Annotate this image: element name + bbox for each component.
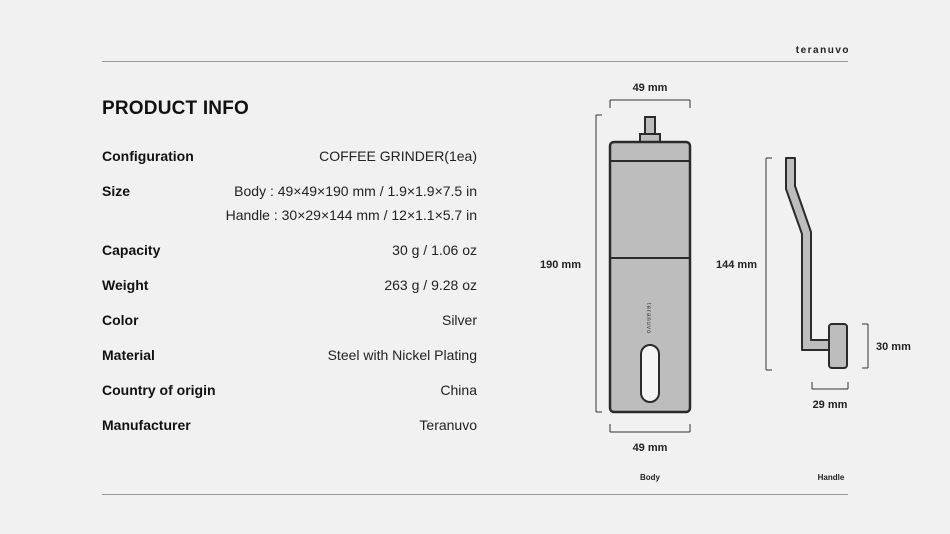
spec-label: Weight xyxy=(102,277,149,293)
spec-label: Color xyxy=(102,312,139,328)
spec-label: Manufacturer xyxy=(102,417,191,433)
spec-value-handle: Handle : 30×29×144 mm / 12×1.1×5.7 in xyxy=(225,207,477,223)
body-top-dimension xyxy=(610,100,690,108)
handle-height-dimension xyxy=(766,158,772,370)
spec-label: Size xyxy=(102,183,131,199)
spec-value: China xyxy=(440,382,477,398)
bottom-divider xyxy=(102,494,848,495)
knob-width-label: 29 mm xyxy=(812,399,848,411)
grinder-shaft xyxy=(645,117,655,135)
knob-height-label: 30 mm xyxy=(876,341,911,353)
grinder-body-logo: teranuvo xyxy=(645,303,651,335)
body-caption: Body xyxy=(640,473,660,482)
body-bottom-dimension xyxy=(610,424,690,432)
spec-label: Material xyxy=(102,347,155,363)
knob-height-dimension xyxy=(862,324,868,368)
spec-value: Steel with Nickel Plating xyxy=(327,347,477,363)
handle-arm xyxy=(786,158,829,350)
body-height-label: 190 mm xyxy=(540,259,581,271)
spec-value: Silver xyxy=(441,312,477,328)
spec-label: Configuration xyxy=(102,148,194,164)
brand-logo-text: teranuvo xyxy=(795,45,850,56)
knob-width-dimension xyxy=(812,382,848,389)
body-bottom-width-label: 49 mm xyxy=(632,442,668,454)
handle-knob xyxy=(829,324,847,368)
body-height-dimension xyxy=(596,115,602,412)
page-title: PRODUCT INFO xyxy=(102,98,250,119)
grinder-body-drawing xyxy=(610,117,690,412)
spec-label: Capacity xyxy=(102,242,161,258)
spec-value: COFFEE GRINDER(1ea) xyxy=(319,148,477,164)
handle-caption: Handle xyxy=(817,473,845,482)
spec-label: Country of origin xyxy=(102,382,216,398)
spec-value: Teranuvo xyxy=(419,417,477,433)
handle-height-label: 144 mm xyxy=(716,259,757,271)
spec-value: 30 g / 1.06 oz xyxy=(392,242,477,258)
handle-drawing xyxy=(786,158,847,368)
grinder-window xyxy=(641,345,659,402)
body-top-width-label: 49 mm xyxy=(632,82,668,94)
spec-value-body: Body : 49×49×190 mm / 1.9×1.9×7.5 in xyxy=(234,183,477,199)
spec-value: 263 g / 9.28 oz xyxy=(384,277,477,293)
